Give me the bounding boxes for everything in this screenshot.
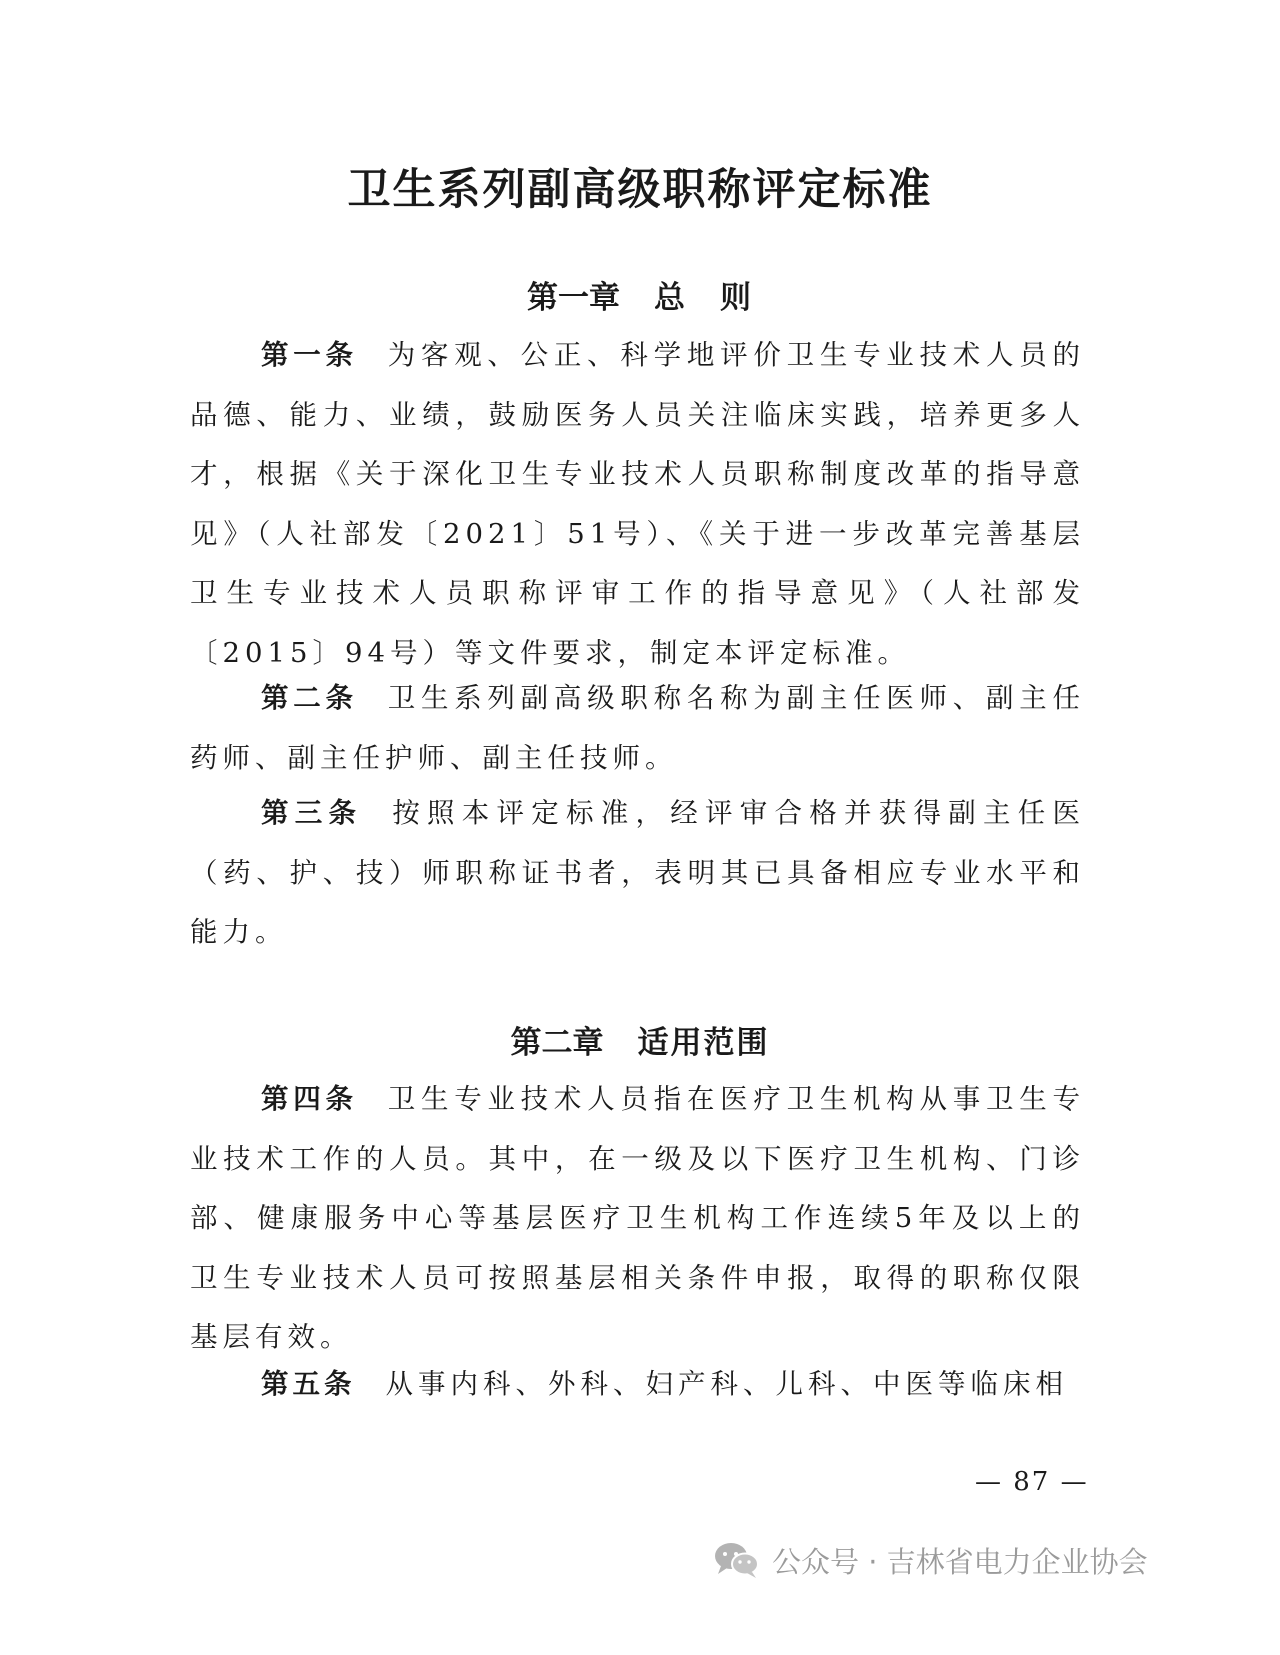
watermark-text: 公众号 · 吉林省电力企业协会 bbox=[772, 1544, 1148, 1579]
article-label: 第二条 bbox=[261, 682, 358, 714]
document-title: 卫生系列副高级职称评定标准 bbox=[347, 165, 933, 215]
article-text: 按照本评定标准，经评审合格并获得副主任医（药、护、技）师职称证书者，表明其已具备相应专业水平和能力。 bbox=[190, 797, 1085, 948]
wechat-icon bbox=[712, 1540, 762, 1580]
page-number: — 87 — bbox=[975, 1467, 1089, 1497]
article-label: 第三条 bbox=[261, 797, 363, 829]
article-text: 从事内科、外科、妇产科、儿科、中医等临床相 bbox=[385, 1368, 1068, 1400]
article-text: 为客观、公正、科学地评价卫生专业技术人员的品德、能力、业绩，鼓励医务人员关注临床实践，培养更多人才，根据《关于深化卫生专业技术人员职称制度改革的指导意见》（人社部发〔2021〕51号）、《关于进一步改革完善基层卫生专业技术人员职称评审工作的指导意见》（人社部发〔2015〕94号）等文件要求，制定本评定标准。 bbox=[190, 339, 1085, 669]
article-text: 卫生系列副高级职称名称为副主任医师、副主任药师、副主任护师、副主任技师。 bbox=[190, 682, 1085, 774]
chapter-name: 总 则 bbox=[654, 280, 753, 316]
watermark bbox=[712, 1538, 1148, 1582]
chapter-name: 适用范围 bbox=[637, 1025, 770, 1061]
article-3 bbox=[190, 784, 1085, 963]
chapter-number: 第二章 bbox=[510, 1025, 604, 1061]
article-label: 第五条 bbox=[261, 1368, 356, 1400]
article-label: 第一条 bbox=[261, 339, 358, 371]
article-label: 第四条 bbox=[261, 1083, 358, 1115]
article-4 bbox=[190, 1070, 1085, 1368]
article-text: 卫生专业技术人员指在医疗卫生机构从事卫生专业技术工作的人员。其中，在一级及以下医疗卫生机构、门诊部、健康服务中心等基层医疗卫生机构工作连续5年及以上的卫生专业技术人员可按照基层相关条件申报，取得的职称仅限基层有效。 bbox=[190, 1083, 1085, 1353]
article-1 bbox=[190, 326, 1085, 683]
chapter-number: 第一章 bbox=[527, 280, 620, 316]
chapter-1-heading bbox=[0, 276, 1280, 320]
article-2 bbox=[190, 669, 1085, 788]
chapter-2-heading bbox=[0, 1021, 1280, 1065]
article-5 bbox=[190, 1355, 1085, 1415]
